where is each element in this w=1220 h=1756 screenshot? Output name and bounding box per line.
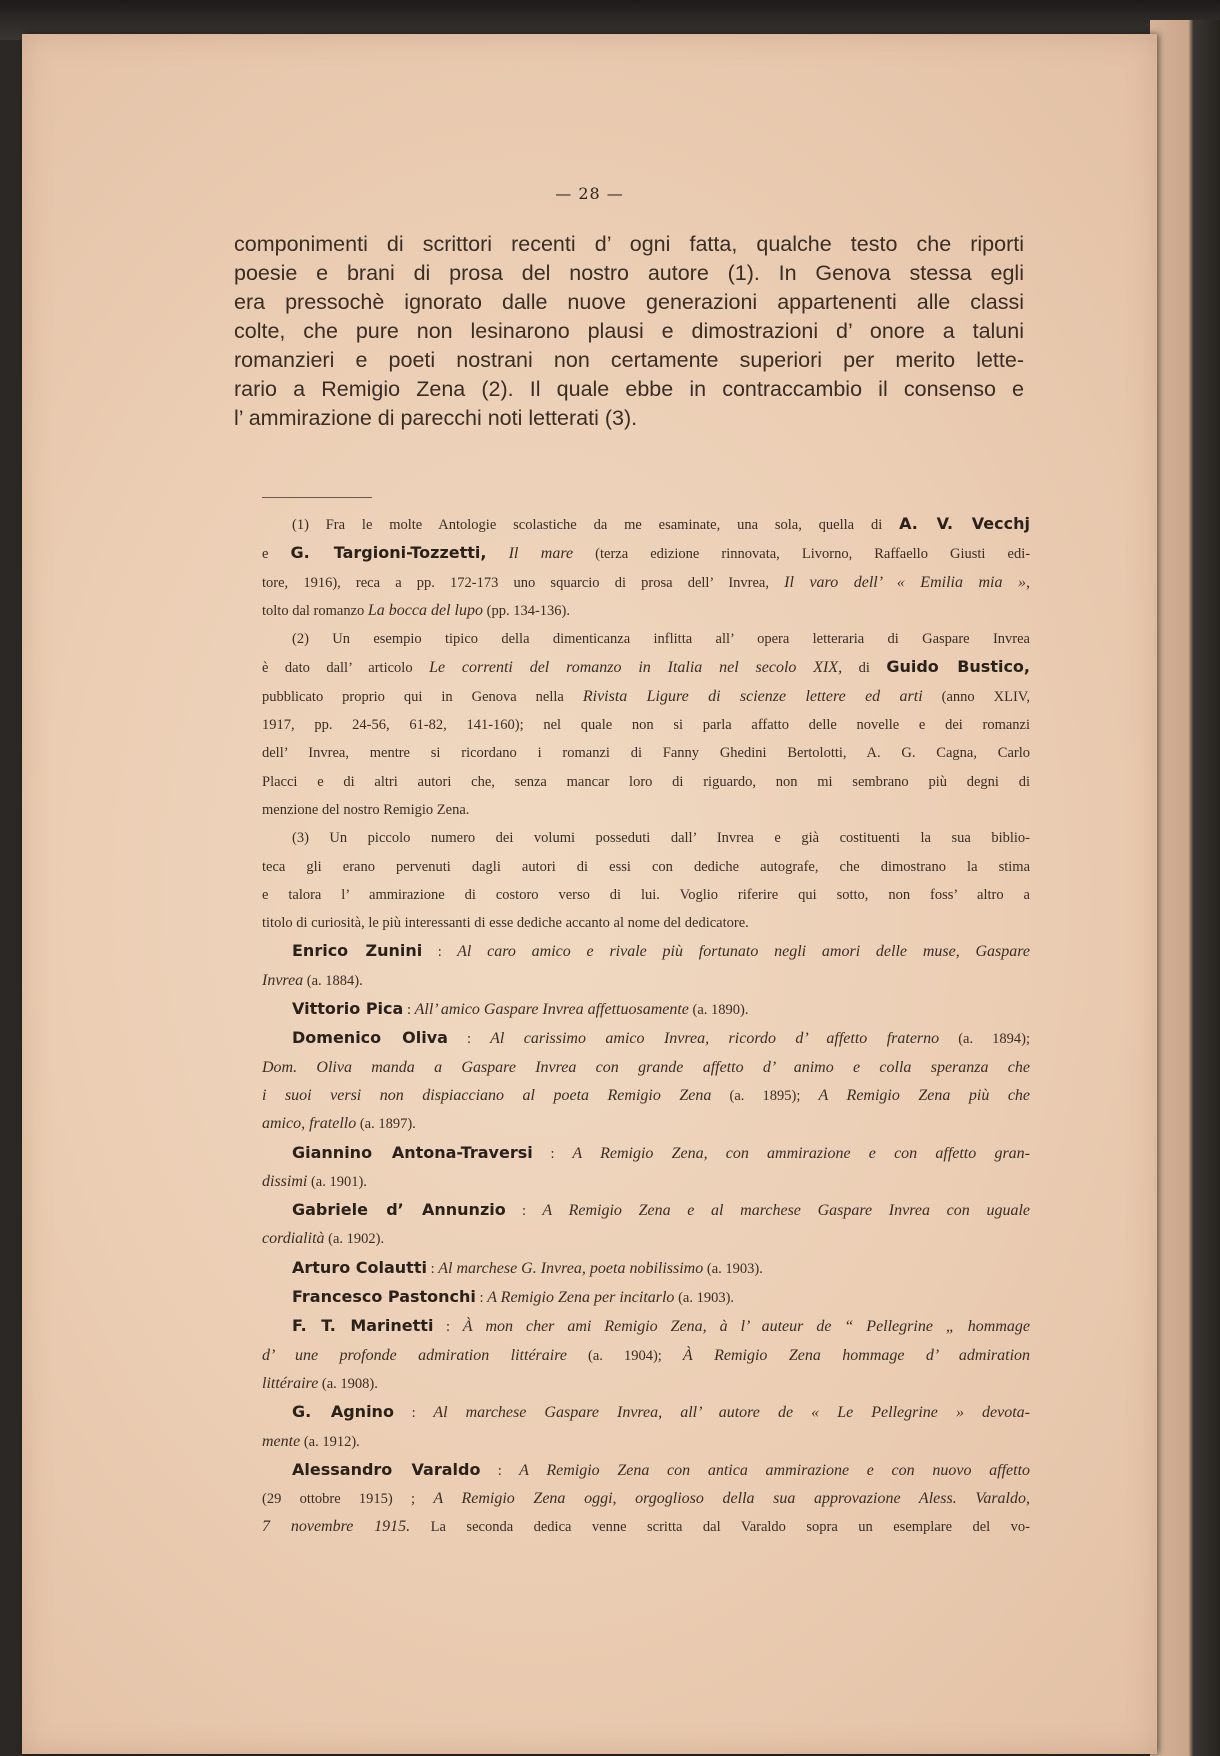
footnote-separator [262, 497, 372, 498]
footnote-2-line: menzione del nostro Remigio Zena. [262, 801, 470, 818]
document-page [22, 34, 1157, 1754]
dedication-agnino: G. Agnino : Al marchese Gaspare Invrea, all’ autore de « Le Pellegrine » devota- [292, 1402, 1030, 1422]
dedication-oliva: Dom. Oliva manda a Gaspare Invrea con grande affetto d’ animo e colla speranza che [262, 1058, 1030, 1076]
dedication-oliva: i suoi versi non dispiacciano al poeta Remigio Zena (a. 1895); A Remigio Zena più che [262, 1086, 1031, 1104]
dedication-varaldo: 7 novembre 1915. La seconda dedica venne scritta dal Varaldo sopra un esemplare del vo- [262, 1518, 1030, 1536]
dedication-pica: Vittorio Pica : All’ amico Gaspare Invrea affettuosamente (a. 1890). [292, 999, 749, 1019]
footnote-1-line: tore, 1916), reca a pp. 172-173 uno squarcio di prosa dell’ Invrea, Il varo dell’ « Emilia mia », [262, 573, 1031, 591]
footnote-3-line: (3) Un piccolo numero dei volumi posseduti dall’ Invrea e già costituenti la sua biblio- [292, 830, 1030, 847]
body-line: poesie e brani di prosa del nostro autore (1). In Genova stessa egli [234, 261, 1024, 285]
dedication-marinetti: littéraire (a. 1908). [262, 1374, 378, 1392]
footnote-3-line: teca gli erano pervenuti dagli autori di essi con dediche autografe, che dimostrano la stima [262, 858, 1030, 875]
dedication-zunini: Invrea (a. 1884). [262, 971, 363, 989]
dedication-zunini: Enrico Zunini : Al caro amico e rivale più fortunato negli amori delle muse, Gaspare [292, 941, 1031, 961]
footnote-2-line: pubblicato proprio qui in Genova nella Rivista Ligure di scienze lettere ed arti (anno XLIV, [262, 687, 1031, 705]
dedication-colautti: Arturo Colautti : Al marchese G. Invrea, poeta nobilissimo (a. 1903). [292, 1257, 763, 1277]
body-line: colte, che pure non lesinarono plausi e dimostrazioni d’ onore a taluni [234, 319, 1024, 343]
dedication-varaldo: (29 ottobre 1915) ; A Remigio Zena oggi, orgoglioso della sua approvazione Aless. Varaldo, [262, 1490, 1031, 1508]
body-line: romanzieri e poeti nostrani non certamente superiori per merito lette- [234, 348, 1024, 372]
footnote-1-line: e G. Targioni-Tozzetti, Il mare (terza edizione rinnovata, Livorno, Raffaello Giusti edi- [262, 543, 1031, 563]
dedication-traversi: Giannino Antona-Traversi : A Remigio Zena, con ammirazione e con affetto gran- [292, 1142, 1030, 1162]
dedication-varaldo: Alessandro Varaldo : A Remigio Zena con antica ammirazione e con nuovo affetto [292, 1459, 1031, 1479]
dedication-pastonchi: Francesco Pastonchi : A Remigio Zena per incitarlo (a. 1903). [292, 1287, 735, 1307]
dedication-traversi: dissimi (a. 1901). [262, 1172, 367, 1190]
dedication-agnino: mente (a. 1912). [262, 1432, 360, 1450]
footnote-1-line: tolto dal romanzo La bocca del lupo (pp. 134-136). [262, 601, 570, 619]
body-line: rario a Remigio Zena (2). Il quale ebbe in contraccambio il consenso e [234, 377, 1024, 401]
adjacent-page-edge [1150, 20, 1220, 1756]
footnote-1-line: (1) Fra le molte Antologie scolastiche da me esaminate, una sola, quella di A. V. Vecchj [292, 514, 1031, 533]
dedication-marinetti: F. T. Marinetti : À mon cher ami Remigio Zena, à l’ auteur de “ Pellegrine „ hommage [292, 1316, 1031, 1336]
dedication-dannunzio: cordialità (a. 1902). [262, 1230, 385, 1248]
dedication-oliva: Domenico Oliva : Al carissimo amico Invrea, ricordo d’ affetto fraterno (a. 1894); [292, 1028, 1031, 1048]
footnote-3-line: e talora l’ ammirazione di costoro verso di lui. Voglio riferire qui sotto, non foss’ altro a [262, 886, 1030, 903]
footnote-3-line: titolo di curiosità, le più interessanti di esse dediche accanto al nome del dedicatore. [262, 915, 749, 932]
dedication-oliva: amico, fratello (a. 1897). [262, 1115, 416, 1133]
main-paragraph [234, 230, 1024, 433]
footnote-2-line: Placci e di altri autori che, senza mancar loro di riguardo, non mi sembrano più degni di [262, 773, 1030, 790]
body-line: componimenti di scrittori recenti d’ ogni fatta, qualche testo che riporti [234, 232, 1024, 256]
body-line: l’ ammirazione di parecchi noti letterati (3). [234, 406, 638, 430]
footnote-2-line: (2) Un esempio tipico della dimenticanza inflitta all’ opera letteraria di Gaspare Invrea [292, 631, 1030, 648]
dedication-dannunzio: Gabriele d’ Annunzio : A Remigio Zena e al marchese Gaspare Invrea con uguale [292, 1200, 1030, 1220]
body-line: era pressochè ignorato dalle nuove generazioni appartenenti alle classi [234, 290, 1024, 314]
page-number: — 28 — [555, 184, 624, 203]
footnote-2-line: dell’ Invrea, mentre si ricordano i romanzi di Fanny Ghedini Bertolotti, A. G. Cagna, Carlo [262, 745, 1030, 762]
footnote-2-line: 1917, pp. 24-56, 61-82, 141-160); nel quale non si parla affatto delle novelle e dei romanzi [262, 717, 1030, 734]
dedication-marinetti: d’ une profonde admiration littéraire (a. 1904); À Remigio Zena hommage d’ admiration [262, 1346, 1031, 1364]
footnote-2-line: è dato dall’ articolo Le correnti del romanzo in Italia nel secolo XIX, di Guido Bustico, [262, 657, 1031, 677]
footnotes [262, 510, 1030, 1542]
